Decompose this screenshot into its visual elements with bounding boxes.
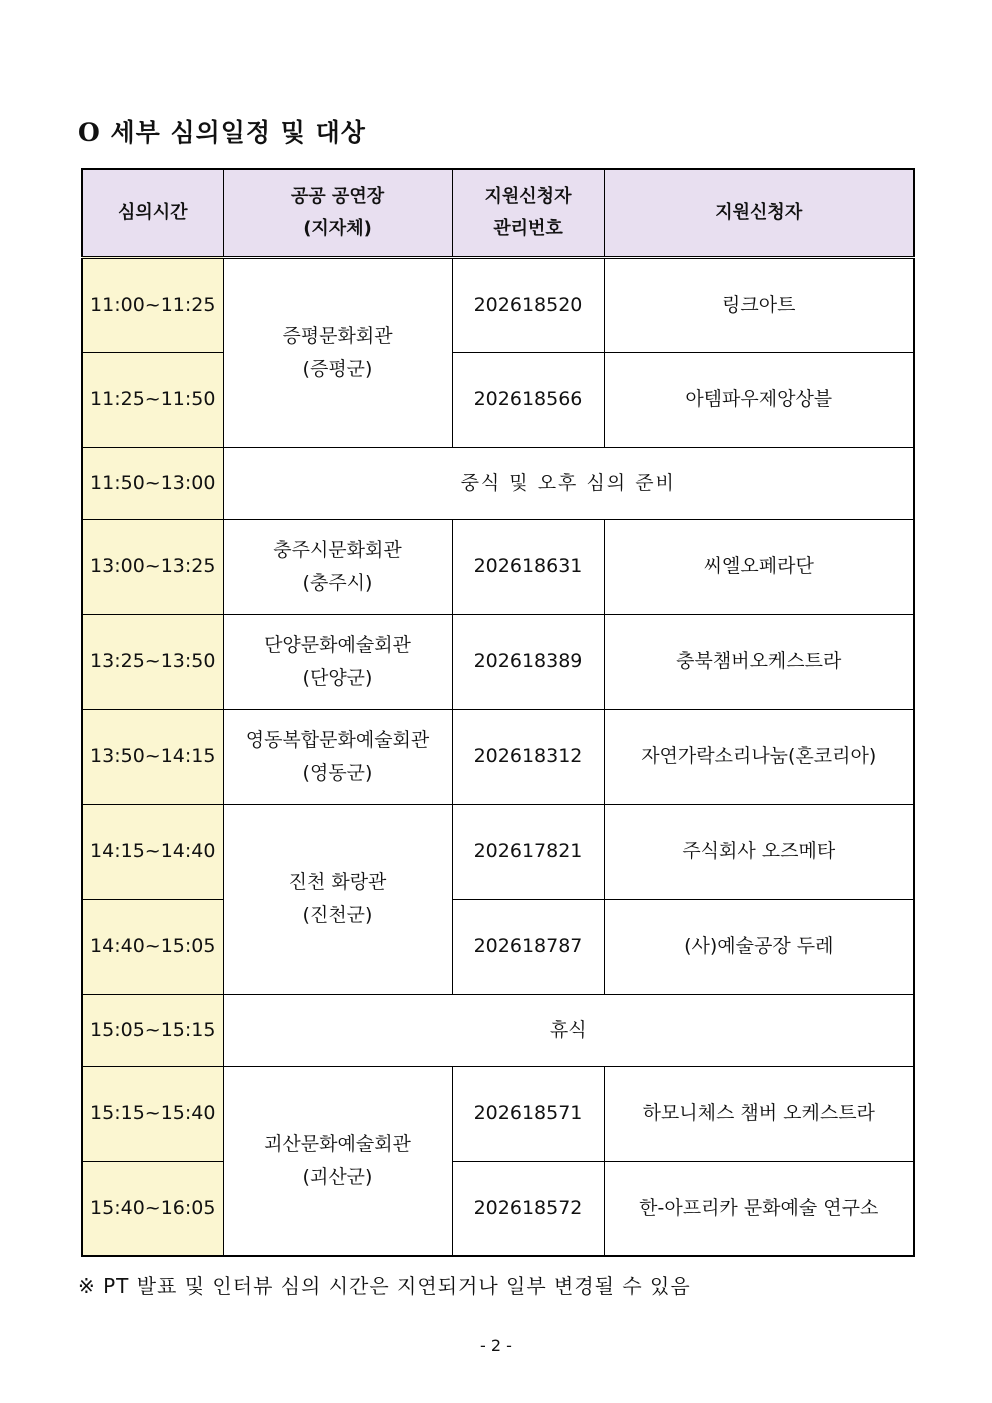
applicant-cell: 자연가락소리나눔(혼코리아) — [604, 709, 914, 804]
venue-cell: 괴산문화예술회관 (괴산군) — [223, 1066, 452, 1256]
id-cell: 202618389 — [452, 614, 604, 709]
applicant-cell: 아템파우제앙상블 — [604, 352, 914, 447]
table-row — [82, 804, 914, 899]
table-header-row — [82, 169, 914, 257]
table-row — [82, 899, 914, 994]
table-row — [82, 994, 914, 1066]
id-cell: 202618520 — [452, 257, 604, 352]
section-heading: O 세부 심의일정 및 대상 — [78, 118, 366, 147]
time-cell: 14:15~14:40 — [82, 804, 223, 899]
table-row — [82, 1066, 914, 1161]
schedule-table — [81, 168, 915, 1257]
id-cell: 202618572 — [452, 1161, 604, 1256]
time-cell: 11:00~11:25 — [82, 257, 223, 352]
break-cell: 중식 및 오후 심의 준비 — [223, 447, 914, 519]
id-cell: 202618571 — [452, 1066, 604, 1161]
venue-cell: 진천 화랑관 (진천군) — [223, 804, 452, 994]
applicant-cell: (사)예술공장 두레 — [604, 899, 914, 994]
venue-cell: 영동복합문화예술회관 (영동군) — [223, 709, 452, 804]
applicant-cell: 충북챔버오케스트라 — [604, 614, 914, 709]
id-cell: 202618566 — [452, 352, 604, 447]
table-row — [82, 709, 914, 804]
time-cell: 15:05~15:15 — [82, 994, 223, 1066]
header-venue: 공공 공연장 (지자체) — [223, 169, 452, 257]
header-id: 지원신청자 관리번호 — [452, 169, 604, 257]
table-row — [82, 447, 914, 519]
table-row — [82, 352, 914, 447]
id-cell: 202618631 — [452, 519, 604, 614]
applicant-cell: 주식회사 오즈메타 — [604, 804, 914, 899]
header-applicant: 지원신청자 — [604, 169, 914, 257]
time-cell: 13:50~14:15 — [82, 709, 223, 804]
id-cell: 202618787 — [452, 899, 604, 994]
venue-cell: 충주시문화회관 (충주시) — [223, 519, 452, 614]
time-cell: 11:25~11:50 — [82, 352, 223, 447]
table-row — [82, 519, 914, 614]
time-cell: 15:40~16:05 — [82, 1161, 223, 1256]
time-cell: 11:50~13:00 — [82, 447, 223, 519]
applicant-cell: 하모니체스 챔버 오케스트라 — [604, 1066, 914, 1161]
time-cell: 15:15~15:40 — [82, 1066, 223, 1161]
applicant-cell: 링크아트 — [604, 257, 914, 352]
applicant-cell: 한-아프리카 문화예술 연구소 — [604, 1161, 914, 1256]
time-cell: 14:40~15:05 — [82, 899, 223, 994]
page-number: - 2 - — [480, 1336, 512, 1355]
table-row — [82, 614, 914, 709]
time-cell: 13:00~13:25 — [82, 519, 223, 614]
time-cell: 13:25~13:50 — [82, 614, 223, 709]
header-time: 심의시간 — [82, 169, 223, 257]
id-cell: 202617821 — [452, 804, 604, 899]
venue-cell: 증평문화회관 (증평군) — [223, 257, 452, 447]
id-cell: 202618312 — [452, 709, 604, 804]
table-row — [82, 1161, 914, 1256]
footnote: ※ PT 발표 및 인터뷰 심의 시간은 지연되거나 일부 변경될 수 있음 — [78, 1274, 691, 1298]
table-row — [82, 257, 914, 352]
venue-cell: 단양문화예술회관 (단양군) — [223, 614, 452, 709]
applicant-cell: 씨엘오페라단 — [604, 519, 914, 614]
break-cell: 휴식 — [223, 994, 914, 1066]
